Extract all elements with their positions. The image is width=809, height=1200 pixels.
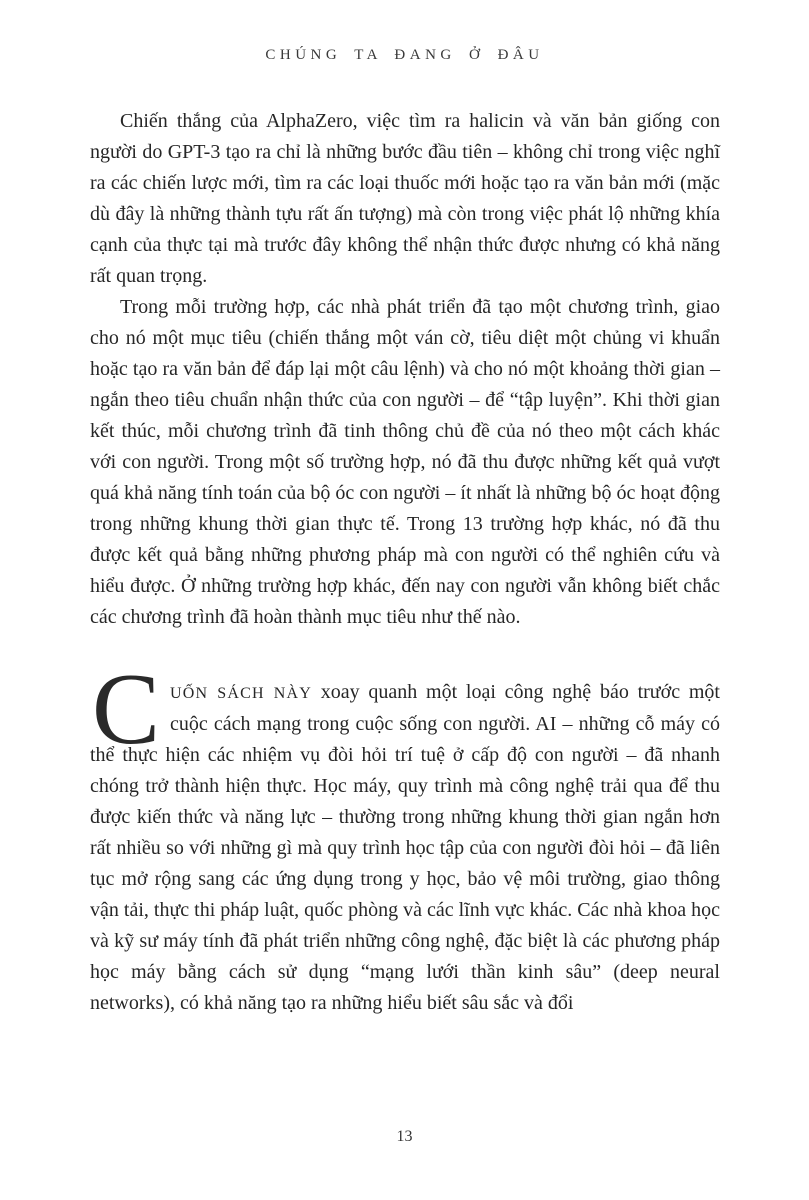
paragraph: Trong mỗi trường hợp, các nhà phát triển đã tạo một chương trình, giao cho nó một mục tiêu (chiến thắng một ván cờ, tiêu diệt một chủng vi khuẩn hoặc tạo ra văn bản để đáp lại một câu lệnh) và cho nó một khoảng thời gian – ngắn theo tiêu chuẩn nhận thức của con người – để “tập luyện”. Khi thời gian kết thúc, mỗi chương trình đã tinh thông chủ đề của nó theo một cách khác với con người. Trong một số trường hợp, nó đã thu được những kết quả vượt quá khả năng tính toán của bộ óc con người – ít nhất là những bộ óc hoạt động trong những khung thời gian thực tế. Trong 13 trường hợp khác, nó đã thu được kết quả bằng những phương pháp mà con người có thể nghiên cứu và hiểu được. Ở những trường hợp khác, đến nay con người vẫn không biết chắc các chương trình đã hoàn thành mục tiêu như thế nào. xyxy=(90,296,720,628)
paragraph-text: xoay quanh một loại công nghệ báo trước một cuộc cách mạng trong cuộc sống con người. AI – những cỗ máy có thể thực hiện các nhiệm vụ đòi hỏi trí tuệ ở cấp độ con người – đã nhanh chóng trở thành hiện thực. Học máy, quy trình mà công nghệ trải qua để thu được kiến thức và năng lực – thường trong những khung thời gian ngắn hơn rất nhiều so với những gì mà quy trình học tập của con người đòi hỏi – đã liên tục mở rộng sang các ứng dụng trong y học, bảo vệ môi trường, giao thông vận tải, thực thi pháp luật, quốc phòng và các lĩnh vực khác. Các nhà khoa học và kỹ sư máy tính đã phát triển những công nghệ, đặc biệt là các phương pháp học máy bằng cách sử dụng “mạng lưới thần kinh sâu” (deep neural networks), có khả năng tạo ra những hiểu biết sâu sắc và đổi xyxy=(90,681,720,1014)
paragraph: Chiến thắng của AlphaZero, việc tìm ra halicin và văn bản giống con người do GPT-3 tạo ra chỉ là những bước đầu tiên – không chỉ trong việc nghĩ ra các chiến lược mới, tìm ra các loại thuốc mới hoặc tạo ra văn bản mới (mặc dù đây là những thành tựu rất ấn tượng) mà còn trong việc phát lộ những khía cạnh của thực tại mà trước đây không thể nhận thức được nhưng có khả năng rất quan trọng. xyxy=(90,110,720,287)
paragraph-dropcap xyxy=(90,653,720,1019)
section-break xyxy=(90,653,720,1019)
drop-cap: C xyxy=(92,653,161,766)
small-caps-lead: UỐN SÁCH NÀY xyxy=(170,685,312,702)
page-number: 13 xyxy=(396,1128,413,1145)
running-header: CHÚNG TA ĐANG Ở ĐÂU xyxy=(265,47,544,63)
body-text xyxy=(90,106,720,1019)
